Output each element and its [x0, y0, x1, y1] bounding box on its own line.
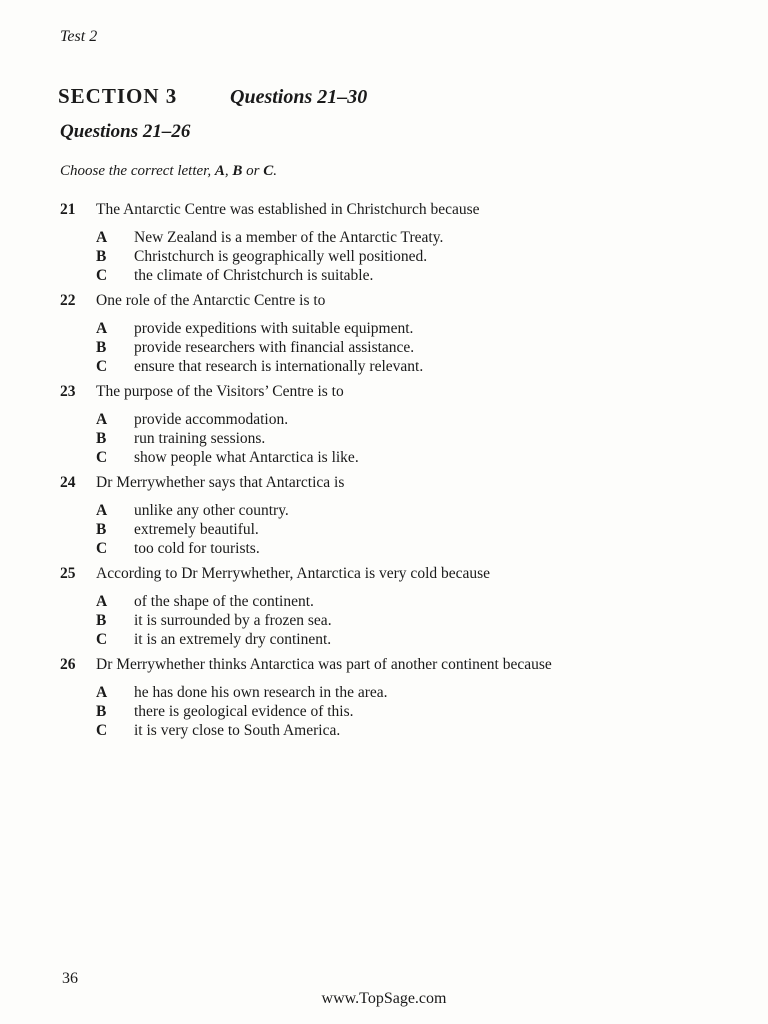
option-a	[60, 319, 700, 338]
question-number: 21	[60, 201, 76, 218]
option-text: provide researchers with financial assistance.	[134, 339, 415, 356]
option-letter: C	[96, 267, 108, 284]
option-letter: A	[96, 502, 108, 519]
question-list	[60, 200, 700, 746]
option-letter: B	[96, 430, 107, 447]
option-letter: A	[96, 320, 108, 337]
option-text: provide expeditions with suitable equipment.	[134, 320, 414, 337]
option-b	[60, 520, 700, 539]
option-text: there is geological evidence of this.	[134, 703, 354, 720]
option-letter: A	[96, 684, 108, 701]
option-letter: B	[96, 248, 107, 265]
test-label: Test 2	[60, 28, 98, 45]
option-letter: B	[96, 703, 107, 720]
question-stem: According to Dr Merrywhether, Antarctica is very cold because	[96, 565, 491, 582]
option-letter: C	[96, 449, 108, 466]
option-text: New Zealand is a member of the Antarctic Treaty.	[134, 229, 444, 246]
option-c	[60, 448, 700, 467]
question-22	[60, 291, 700, 376]
instructions-letter-c: C	[263, 163, 274, 179]
question-number: 22	[60, 292, 76, 309]
question-23	[60, 382, 700, 467]
question-25	[60, 564, 700, 649]
option-text: unlike any other country.	[134, 502, 289, 519]
option-text: of the shape of the continent.	[134, 593, 314, 610]
option-letter: A	[96, 229, 108, 246]
option-text: too cold for tourists.	[134, 540, 260, 557]
instructions-sep-2: or	[242, 163, 264, 179]
option-letter: A	[96, 411, 108, 428]
option-b	[60, 338, 700, 357]
question-stem: The Antarctic Centre was established in Christchurch because	[96, 201, 480, 218]
option-a	[60, 228, 700, 247]
option-text: it is very close to South America.	[134, 722, 341, 739]
option-a	[60, 410, 700, 429]
option-c	[60, 357, 700, 376]
option-a	[60, 592, 700, 611]
section-title: SECTION 3	[58, 84, 178, 108]
question-stem: One role of the Antarctic Centre is to	[96, 292, 326, 309]
option-letter: A	[96, 593, 108, 610]
option-text: show people what Antarctica is like.	[134, 449, 359, 466]
instructions-suffix: .	[273, 163, 277, 179]
question-24	[60, 473, 700, 558]
option-text: he has done his own research in the area.	[134, 684, 388, 701]
question-21	[60, 200, 700, 285]
option-b	[60, 429, 700, 448]
page-number: 36	[62, 970, 78, 987]
section-heading	[58, 84, 367, 109]
option-b	[60, 247, 700, 266]
question-stem: The purpose of the Visitors’ Centre is to	[96, 383, 344, 400]
footer-url[interactable]: www.TopSage.com	[321, 990, 447, 1007]
option-text: run training sessions.	[134, 430, 266, 447]
option-a	[60, 501, 700, 520]
option-text: it is surrounded by a frozen sea.	[134, 612, 332, 629]
option-c	[60, 630, 700, 649]
instructions-letter-b: B	[232, 163, 243, 179]
question-stem: Dr Merrywhether thinks Antarctica was part of another continent because	[96, 656, 552, 673]
section-range: Questions 21–30	[230, 86, 368, 108]
instructions	[60, 163, 277, 180]
option-letter: C	[96, 358, 108, 375]
subsection-title: Questions 21–26	[60, 121, 191, 142]
question-stem: Dr Merrywhether says that Antarctica is	[96, 474, 345, 491]
question-number: 25	[60, 565, 76, 582]
option-text: ensure that research is internationally relevant.	[134, 358, 424, 375]
option-letter: C	[96, 540, 108, 557]
option-letter: B	[96, 339, 107, 356]
option-c	[60, 539, 700, 558]
instructions-prefix: Choose the correct letter,	[60, 163, 215, 179]
option-text: provide accommodation.	[134, 411, 289, 428]
option-letter: C	[96, 631, 108, 648]
question-number: 23	[60, 383, 76, 400]
option-c	[60, 266, 700, 285]
question-26	[60, 655, 700, 740]
instructions-sep-1: ,	[224, 163, 233, 179]
option-text: Christchurch is geographically well positioned.	[134, 248, 428, 265]
option-text: it is an extremely dry continent.	[134, 631, 332, 648]
option-text: the climate of Christchurch is suitable.	[134, 267, 374, 284]
option-letter: B	[96, 521, 107, 538]
instructions-letter-a: A	[214, 163, 225, 179]
option-letter: C	[96, 722, 108, 739]
option-letter: B	[96, 612, 107, 629]
question-number: 24	[60, 474, 76, 491]
option-b	[60, 611, 700, 630]
question-number: 26	[60, 656, 76, 673]
option-a	[60, 683, 700, 702]
option-c	[60, 721, 700, 740]
option-b	[60, 702, 700, 721]
option-text: extremely beautiful.	[134, 521, 259, 538]
